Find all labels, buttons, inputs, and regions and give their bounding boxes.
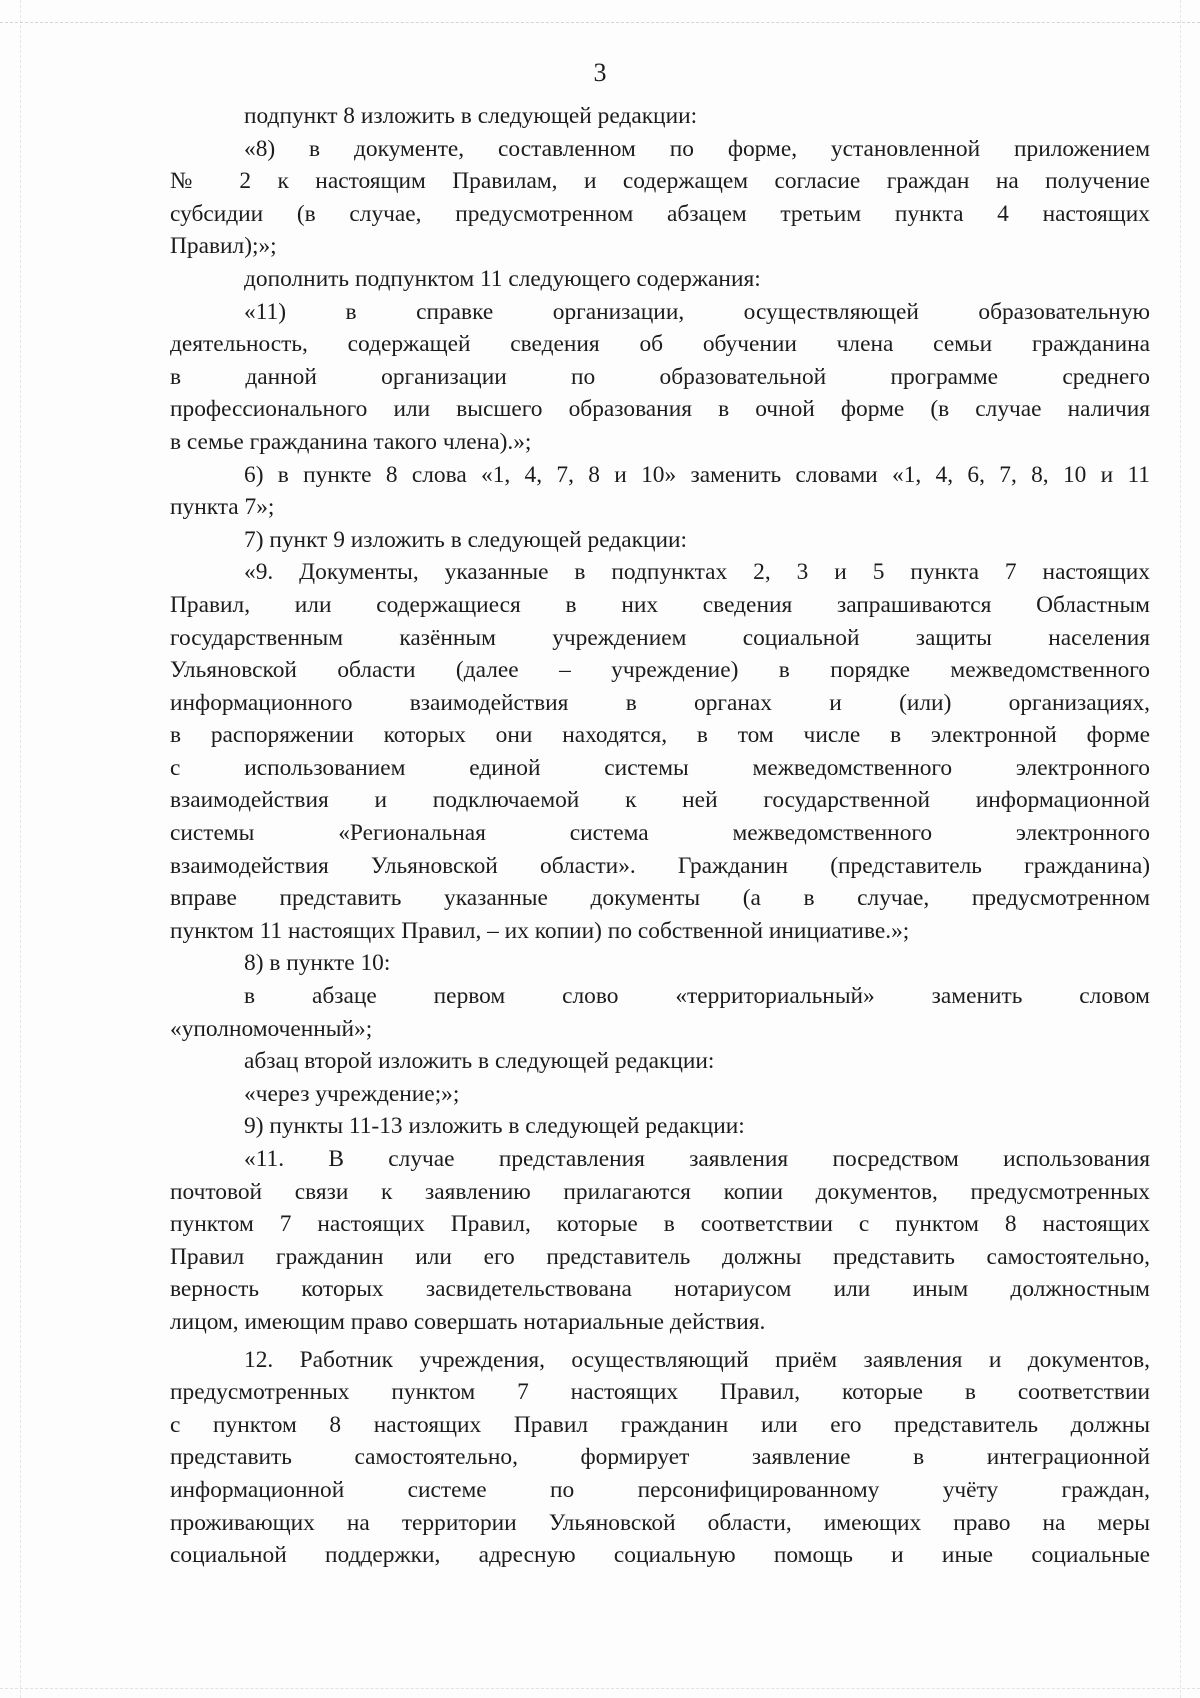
text-line: государственным казённым учреждением социальной защиты населения xyxy=(170,624,1150,651)
text-line: пунктом 7 настоящих Правил, которые в соответствии с пунктом 8 настоящих xyxy=(170,1211,1150,1238)
text-line: верность которых засвидетельствована нотариусом или иным должностным xyxy=(170,1276,1150,1303)
text-line: 7) пункт 9 изложить в следующей редакции: xyxy=(244,526,688,553)
text-line: в абзаце первом слово «территориальный» заменить словом xyxy=(244,983,1150,1010)
text-line: проживающих на территории Ульяновской области, имеющих право на меры xyxy=(170,1509,1150,1536)
scan-edge-right xyxy=(1180,0,1181,1698)
text-line: 8) в пункте 10: xyxy=(244,950,391,977)
page-number: 3 xyxy=(593,58,607,87)
text-line: вправе представить указанные документы (а в случае, предусмотренном xyxy=(170,885,1150,912)
text-line: «11. В случае представления заявления посредством использования xyxy=(244,1146,1150,1172)
text-line: субсидии (в случае, предусмотренном абзацем третьим пункта 4 настоящих xyxy=(170,200,1150,227)
text-line: деятельность, содержащей сведения об обучении члена семьи гражданина xyxy=(170,331,1150,358)
text-line: абзац второй изложить в следующей редакции: xyxy=(244,1048,715,1075)
text-line: почтовой связи к заявлению прилагаются копии документов, предусмотренных xyxy=(170,1178,1150,1205)
text-line: представить самостоятельно, формирует заявление в интеграционной xyxy=(170,1444,1150,1471)
text-line: № 2 к настоящим Правилам, и содержащем согласие граждан на получение xyxy=(170,168,1150,195)
text-line: социальной поддержки, адресную социальную помощь и иные социальные xyxy=(170,1542,1150,1569)
scan-edge-top xyxy=(0,22,1200,23)
text-line: Правил гражданин или его представитель должны представить самостоятельно, xyxy=(170,1243,1150,1270)
text-line: системы «Региональная система межведомственного электронного xyxy=(170,820,1150,847)
text-line: Ульяновской области (далее – учреждение) в порядке межведомственного xyxy=(170,657,1150,684)
text-line: Правил, или содержащиеся в них сведения запрашиваются Областным xyxy=(170,591,1150,618)
text-line: лицом, имеющим право совершать нотариальные действия. xyxy=(170,1308,766,1335)
text-line: «уполномоченный»; xyxy=(170,1015,373,1042)
text-line: подпункт 8 изложить в следующей редакции: xyxy=(244,103,698,129)
text-line: «9. Документы, указанные в подпунктах 2, 3 и 5 пункта 7 настоящих xyxy=(244,559,1150,586)
text-line: «через учреждение;»; xyxy=(244,1080,460,1107)
text-line: предусмотренных пунктом 7 настоящих Правил, которые в соответствии xyxy=(170,1379,1150,1406)
text-line: Правил);»; xyxy=(170,233,277,260)
text-line: 9) пункты 11-13 изложить в следующей редакции: xyxy=(244,1113,745,1140)
text-line: в семье гражданина такого члена).»; xyxy=(170,428,532,455)
text-line: в данной организации по образовательной программе среднего xyxy=(170,363,1150,390)
text-line: взаимодействия и подключаемой к ней государственной информационной xyxy=(170,787,1150,814)
text-line: «8) в документе, составленном по форме, установленной приложением xyxy=(244,135,1150,162)
text-line: пунктом 11 настоящих Правил, – их копии) по собственной инициативе.»; xyxy=(170,917,910,944)
text-line: информационного взаимодействия в органах и (или) организациях, xyxy=(170,689,1150,716)
text-line: с пунктом 8 настоящих Правил гражданин или его представитель должны xyxy=(170,1411,1150,1438)
text-line: в распоряжении которых они находятся, в том числе в электронной форме xyxy=(170,722,1150,749)
text-line: информационной системе по персонифицированному учёту граждан, xyxy=(170,1476,1150,1503)
document-body xyxy=(170,100,1150,1572)
text-line: взаимодействия Ульяновской области». Гражданин (представитель гражданина) xyxy=(170,852,1150,879)
text-line: профессионального или высшего образования в очной форме (в случае наличия xyxy=(170,396,1150,423)
scan-edge-bottom xyxy=(0,1688,1200,1689)
scan-edge-left xyxy=(20,0,21,1698)
text-line: пункта 7»; xyxy=(170,494,275,521)
text-line: дополнить подпунктом 11 следующего содержания: xyxy=(244,265,761,292)
text-line: 6) в пункте 8 слова «1, 4, 7, 8 и 10» заменить словами «1, 4, 6, 7, 8, 10 и 11 xyxy=(244,461,1150,488)
text-line: «11) в справке организации, осуществляющей образовательную xyxy=(244,298,1150,325)
text-line: 12. Работник учреждения, осуществляющий приём заявления и документов, xyxy=(244,1346,1150,1373)
text-line: с использованием единой системы межведомственного электронного xyxy=(170,754,1150,781)
